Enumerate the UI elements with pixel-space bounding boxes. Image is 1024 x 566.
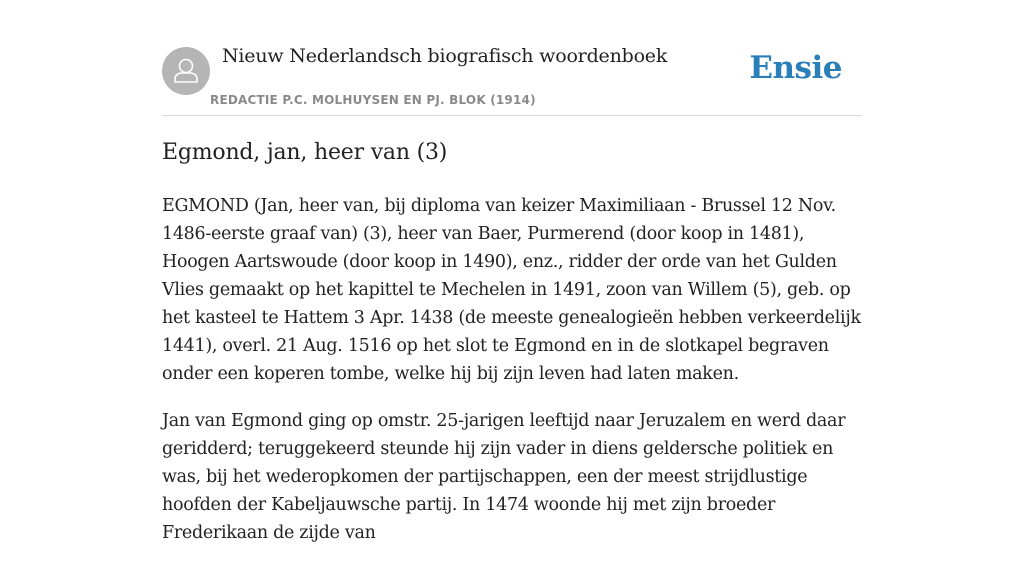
source-title[interactable]: Nieuw Nederlandsch biografisch woordenboek (222, 45, 668, 67)
brand-logo[interactable]: Ensie (749, 50, 842, 86)
article-paragraph: EGMOND (Jan, heer van, bij diploma van keizer Maximiliaan - Brussel 12 Nov. 1486-eerste graaf van) (3), heer van Baer, Purmerend (door koop in 1481), Hoogen Aartswoude (door koop in 1490), enz., ridder der orde van het Gulden Vlies gemaakt op het kapittel te Mechelen in 1491, zoon van Willem (5), geb. op het kasteel te Hattem 3 Apr. 1438 (de meeste genealogieën hebben verkeerdelijk 1441), overl. 21 Aug. 1516 op het slot te Egmond en in de slotkapel begraven onder een koperen tombe, welke hij bij zijn leven had laten maken. (162, 196, 861, 384)
article-title: Egmond, jan, heer van (3) (162, 140, 448, 165)
user-icon (162, 47, 210, 95)
article-paragraph: Jan van Egmond ging op omstr. 25-jarigen leeftijd naar Jeruzalem en werd daar geridderd; teruggekeerd steunde hij zijn vader in diens geldersche politiek en was, bij het wederopkomen der partijschappen, een der meest strijdlustige hoofden der Kabeljauwsche partij. In 1474 woonde hij met zijn broeder Frederikaan de zijde van (162, 411, 846, 543)
article-body (162, 192, 866, 566)
source-header (162, 44, 862, 116)
source-editors: REDACTIE P.C. MOLHUYSEN EN PJ. BLOK (1914) (210, 93, 536, 107)
avatar[interactable] (162, 47, 210, 95)
